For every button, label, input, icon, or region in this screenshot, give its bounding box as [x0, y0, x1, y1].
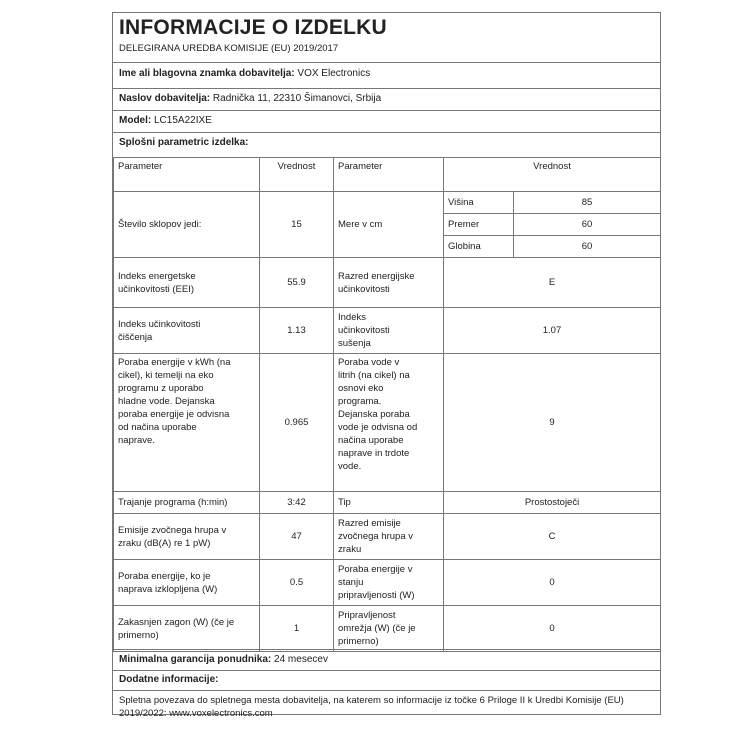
column-header-value: Vrednost	[260, 158, 334, 192]
warranty-label: Minimalna garancija ponudnika:	[119, 654, 272, 665]
param-value: 0.965	[260, 354, 334, 492]
table-row	[114, 514, 661, 560]
param-label: Poraba vode v litrih (na cikel) na osnovi eko programa. Dejanska poraba vode je odvisna od načina uporabe naprave in trdote vode.	[334, 354, 444, 492]
param-value: 55.9	[260, 258, 334, 308]
param-label: Indeks učinkovitosti sušenja	[334, 308, 444, 354]
param-label: Razred energijske učinkovitosti	[334, 258, 444, 308]
table-row	[114, 354, 661, 492]
table-row	[114, 192, 661, 214]
additional-info-label: Dodatne informacije:	[119, 674, 219, 685]
param-label: Mere v cm	[334, 192, 444, 258]
param-label: Emisije zvočnega hrupa v zraku (dB(A) re 1 pW)	[114, 514, 260, 560]
supplier-address-value: Radnička 11, 22310 Šimanovci, Srbija	[212, 93, 382, 104]
param-label: Razred emisije zvočnega hrupa v zraku	[334, 514, 444, 560]
dimension-label: Premer	[444, 214, 514, 236]
param-label: Trajanje programa (h:min)	[114, 492, 260, 514]
param-label: Poraba energije v stanju pripravljenosti (W)	[334, 560, 444, 606]
supplier-website-link[interactable]: www.voxelectronics.com	[169, 708, 273, 719]
param-value: 1.13	[260, 308, 334, 354]
param-value: 3:42	[260, 492, 334, 514]
supplier-address-row	[113, 89, 660, 111]
warranty-row	[113, 649, 660, 671]
param-value: 1.07	[444, 308, 661, 354]
table-row	[114, 606, 661, 652]
param-label: Indeks energetske učinkovitosti (EEI)	[114, 258, 260, 308]
param-label: Tip	[334, 492, 444, 514]
param-label: Število sklopov jedi:	[114, 192, 260, 258]
param-value: Prostostoječi	[444, 492, 661, 514]
supplier-name-label: Ime ali blagovna znamka dobavitelja:	[119, 68, 295, 79]
param-value: 9	[444, 354, 661, 492]
dimension-value: 60	[514, 214, 661, 236]
header-block	[113, 13, 660, 63]
dimension-value: 85	[514, 192, 661, 214]
page-title: INFORMACIJE O IZDELKU	[119, 16, 387, 39]
param-value: C	[444, 514, 661, 560]
general-parameters-label: Splošni parametric izdelka:	[119, 137, 249, 148]
table-row	[114, 308, 661, 354]
supplier-link-row	[113, 691, 660, 719]
supplier-name-value: VOX Electronics	[297, 68, 371, 79]
model-value: LC15A22IXE	[154, 115, 212, 126]
supplier-name-row	[113, 63, 660, 89]
param-label: Zakasnjen zagon (W) (če je primerno)	[114, 606, 260, 652]
table-header-row	[114, 158, 661, 192]
model-label: Model:	[119, 115, 152, 126]
param-value: 1	[260, 606, 334, 652]
supplier-address-label: Naslov dobavitelja:	[119, 93, 211, 104]
additional-info-row	[113, 671, 660, 691]
column-header-parameter: Parameter	[334, 158, 444, 192]
table-row	[114, 560, 661, 606]
param-value: E	[444, 258, 661, 308]
parameters-table	[113, 157, 661, 652]
table-row	[114, 258, 661, 308]
dimension-label: Globina	[444, 236, 514, 258]
warranty-value: 24 mesecev	[274, 654, 328, 665]
column-header-value: Vrednost	[444, 158, 661, 192]
model-row	[113, 111, 660, 133]
param-value: 0	[444, 560, 661, 606]
product-information-sheet	[112, 12, 661, 719]
column-header-parameter: Parameter	[114, 158, 260, 192]
dimension-value: 60	[514, 236, 661, 258]
param-label: Poraba energije, ko je naprava izklopljena (W)	[114, 560, 260, 606]
param-value: 0	[444, 606, 661, 652]
dimension-label: Višina	[444, 192, 514, 214]
param-label: Indeks učinkovitosti čiščenja	[114, 308, 260, 354]
table-row	[114, 492, 661, 514]
param-label: Poraba energije v kWh (na cikel), ki temelji na eko programu z uporabo hladne vode. Dejanska poraba energije je odvisna od načina uporabe naprave.	[114, 354, 260, 492]
regulation-subtitle: DELEGIRANA UREDBA KOMISIJE (EU) 2019/2017	[119, 43, 339, 54]
supplier-link-text: Spletna povezava do spletnega mesta dobavitelja, na katerem so informacije iz točke 6 Priloge II k Uredbi Komisije (EU) 2019/2022:	[119, 695, 624, 719]
general-parameters-row	[113, 133, 660, 157]
param-value: 0.5	[260, 560, 334, 606]
param-value: 47	[260, 514, 334, 560]
param-value: 15	[260, 192, 334, 258]
param-label: Pripravljenost omrežja (W) (če je primerno)	[334, 606, 444, 652]
